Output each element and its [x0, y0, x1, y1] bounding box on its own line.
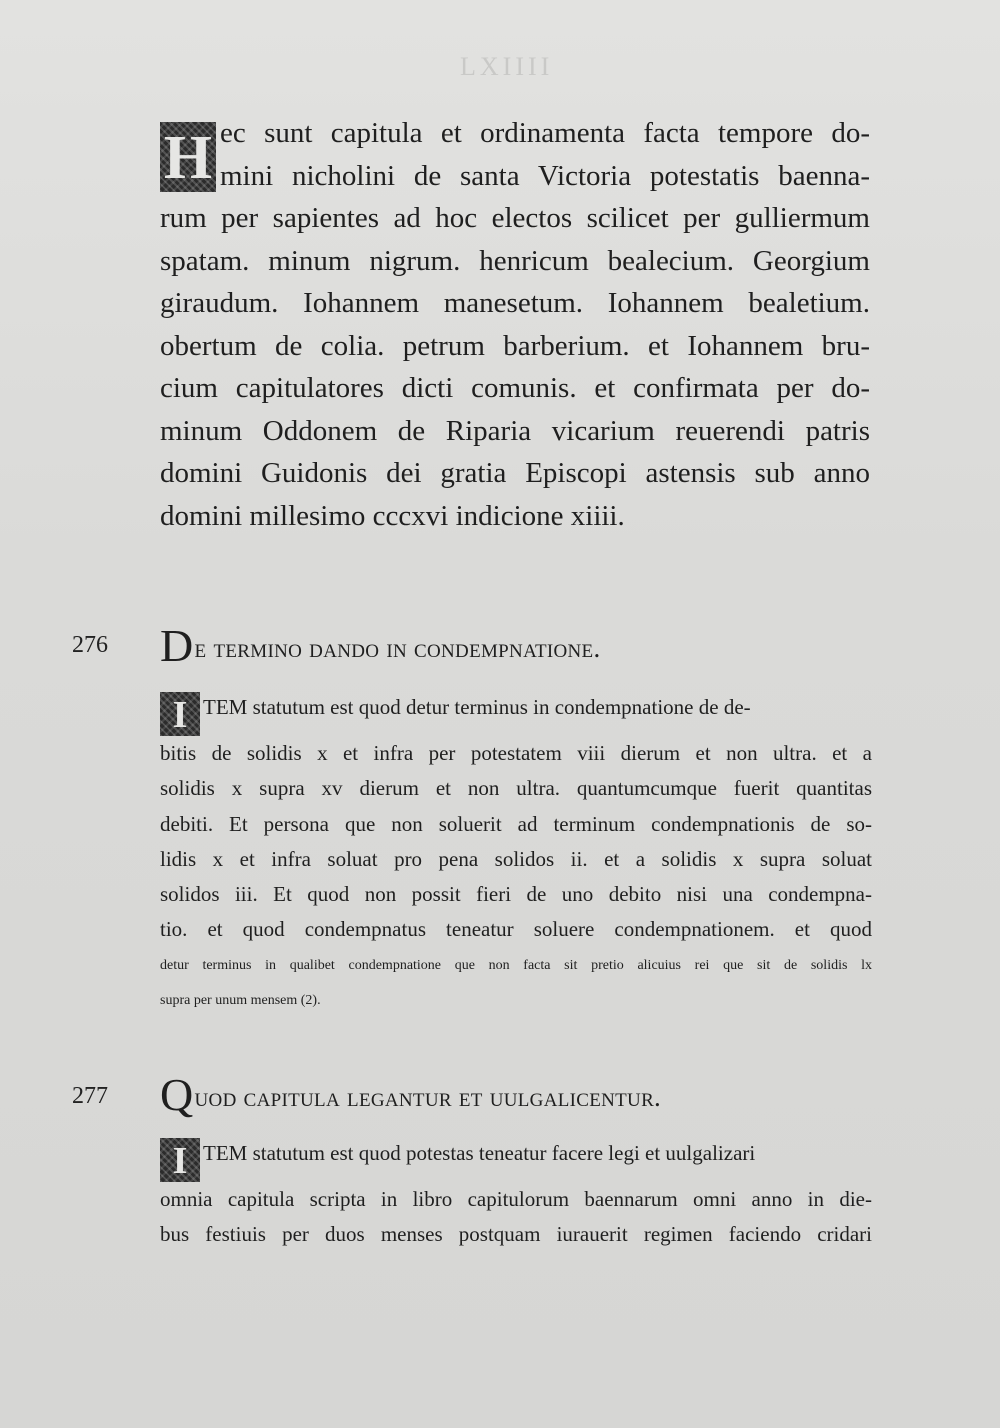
title-rest: uod capitula legantur et uulgalicentur.: [194, 1082, 662, 1112]
body-line: statutum est quod detur terminus in condempnatione de de-: [252, 695, 751, 719]
illuminated-initial-h: H: [160, 122, 216, 192]
entry-body-276: [160, 690, 872, 1018]
page-mark: LXIIII: [460, 52, 554, 81]
entry-number-277: 277: [72, 1083, 108, 1109]
intro-line: mini nicholini de santa Victoria potestatis baenna-: [220, 159, 870, 192]
title-initial: D: [160, 620, 194, 671]
first-line: [160, 690, 872, 736]
intro-paragraph: [160, 112, 870, 537]
intro-line: domini millesimo cccxvi indicione xiiii.: [160, 499, 625, 532]
body-line: solidis x supra xv dierum et non ultra. quantumcumque fuerit quantitas: [160, 776, 872, 801]
body-line: bitis de solidis x et infra per potestatem viii dierum et non ultra. et a: [160, 741, 872, 765]
intro-line: ec sunt capitula et ordinamenta facta tempore do-: [220, 117, 870, 149]
note-line: detur terminus in qualibet condempnatione que non facta sit pretio alicuius rei que sit de solidis lx: [160, 957, 872, 973]
intro-line: minum Oddonem de Riparia vicarium reuerendi patris: [160, 414, 870, 447]
lead-word: TEM: [203, 695, 248, 719]
title-initial: Q: [160, 1069, 194, 1120]
illuminated-initial-i: I: [160, 692, 200, 736]
note-line: supra per unum mensem (2).: [160, 993, 321, 1009]
title-rest: e termino dando in condempnatione.: [194, 633, 601, 663]
intro-line: rum per sapientes ad hoc electos scilicet per gulliermum: [160, 202, 870, 234]
body-line: debiti. Et persona que non soluerit ad terminum condempnationis de so-: [160, 811, 872, 836]
body-line: bus festiuis per duos menses postquam iurauerit regimen faciendo cridari: [160, 1222, 872, 1247]
intro-line: giraudum. Iohannem manesetum. Iohannem bealetium.: [160, 287, 870, 319]
body-line: omnia capitula scripta in libro capitulorum baennarum omni anno in die-: [160, 1187, 872, 1211]
first-line: [160, 1136, 872, 1182]
intro-line: cium capitulatores dicti comunis. et confirmata per do-: [160, 372, 870, 404]
body-line: tio. et quod condempnatus teneatur soluere condempnationem. et quod: [160, 917, 872, 942]
intro-line: spatam. minum nigrum. henricum bealecium. Georgium: [160, 244, 870, 277]
entry-title-277: [160, 1069, 662, 1120]
illuminated-initial-i: I: [160, 1138, 200, 1182]
entry-number-276: 276: [72, 632, 108, 658]
intro-line: obertum de colia. petrum barberium. et Iohannem bru-: [160, 329, 870, 362]
entry-title-276: [160, 620, 601, 671]
body-line: solidos iii. Et quod non possit fieri de uno debito nisi una condempna-: [160, 882, 872, 907]
entry-body-277: [160, 1136, 872, 1253]
lead-word: TEM: [203, 1141, 248, 1165]
body-line: lidis x et infra soluat pro pena solidos ii. et a solidis x supra soluat: [160, 846, 872, 871]
body-line: statutum est quod potestas teneatur facere legi et uulgalizari: [252, 1141, 756, 1165]
intro-line: domini Guidonis dei gratia Episcopi astensis sub anno: [160, 457, 870, 489]
